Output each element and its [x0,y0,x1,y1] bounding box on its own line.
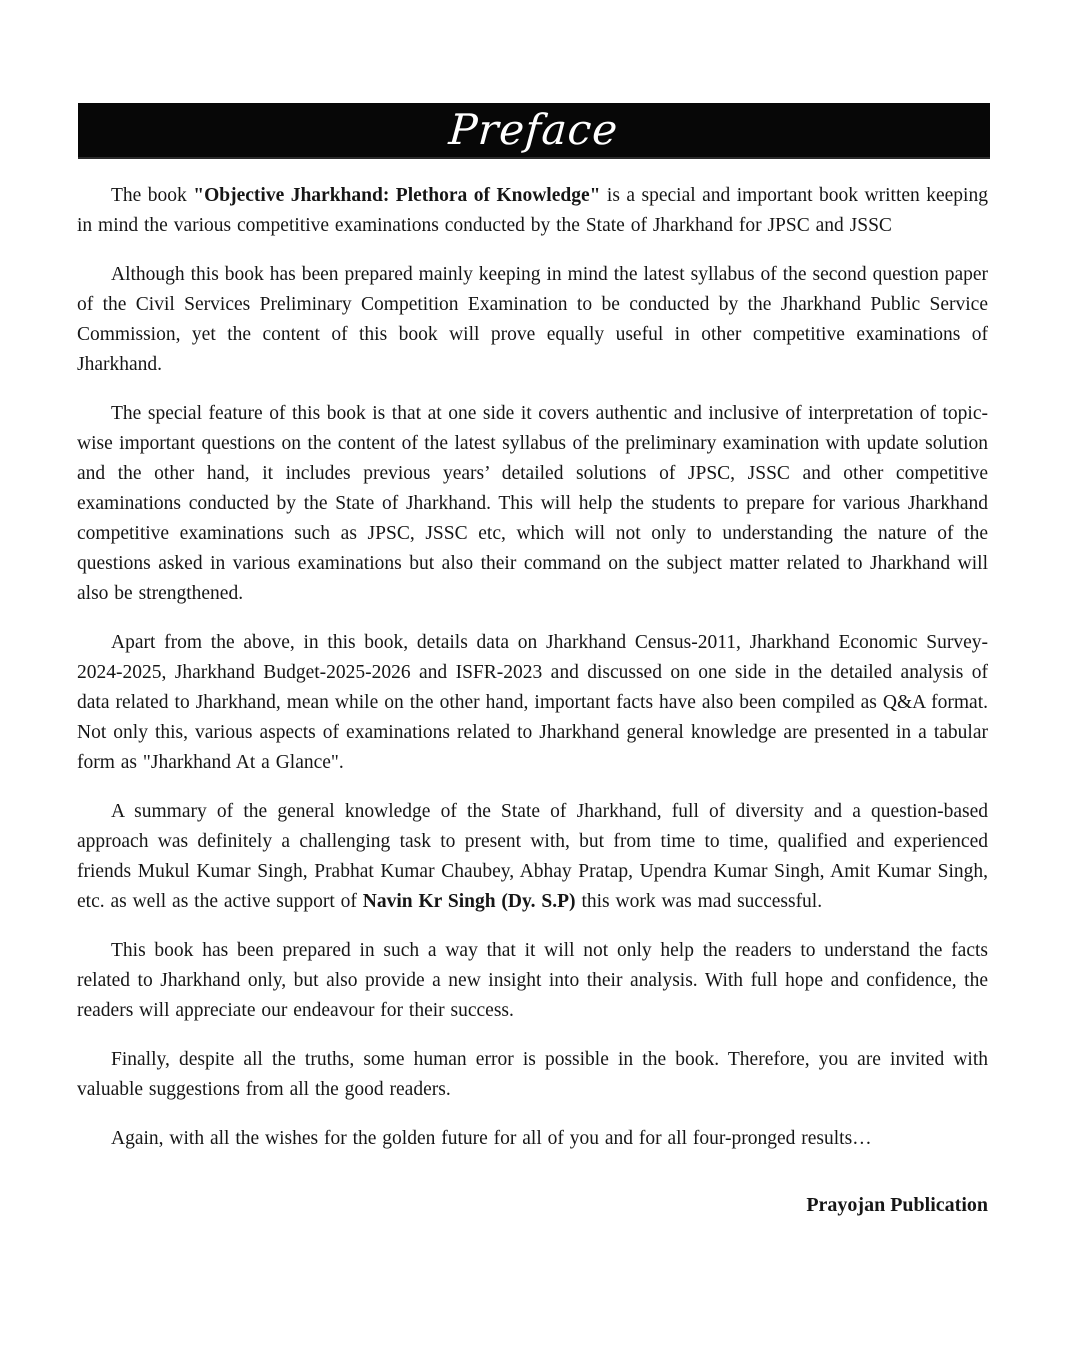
preface-body [77,181,988,1173]
preface-header-bar [78,103,990,159]
paragraph-bold-text: "Objective Jharkhand: Plethora of Knowledge" [193,185,601,206]
paragraph-text: This book has been prepared in such a way that it will not only help the readers to understand the facts related to Jharkhand only, but also provide a new insight into their analysis. With full hope and confidence, the readers will appreciate our endeavour for their success. [77,940,988,1021]
paragraph-text: The special feature of this book is that at one side it covers authentic and inclusive of interpretation of topic-wise important questions on the content of the latest syllabus of the preliminary examination with update solution and the other hand, it includes previous years’ detailed solutions of JPSC, JSSC and other competitive examinations conducted by the State of Jharkhand. This will help the students to prepare for various Jharkhand competitive examinations such as JPSC, JSSC etc, which will not only to understanding the nature of the questions asked in various examinations but also their command on the subject matter related to Jharkhand will also be strengthened. [77,403,988,604]
paragraph [77,181,988,241]
paragraph-text: Again, with all the wishes for the golden future for all of you and for all four-pronged results… [111,1128,872,1149]
paragraph [77,628,988,778]
paragraph-text: A summary of the general knowledge of the State of Jharkhand, full of diversity and a question-based approach was definitely a challenging task to present with, but from time to time, qualified and experienced friends Mukul Kumar Singh, Prabhat Kumar Chaubey, Abhay Pratap, Upendra Kumar Singh, Amit Kumar Singh, etc. as well as the active support of [77,801,988,912]
paragraph-text: The book [111,185,194,206]
paragraph [77,399,988,609]
paragraph-text: is a special and important book written keeping in mind the various competitive examinations conducted by the State of Jharkhand for JPSC and JSSC [77,185,988,236]
paragraph-text: this work was mad successful. [575,891,823,912]
page-title: Preface [447,105,621,154]
paragraph-bold-text: Navin Kr Singh (Dy. S.P) [362,891,576,912]
paragraph [77,797,988,917]
paragraph-text: Although this book has been prepared mainly keeping in mind the latest syllabus of the second question paper of the Civil Services Preliminary Competition Examination to be conducted by the Jharkhand Public Service Commission, yet the content of this book will prove equally useful in other competitive examinations of Jharkhand. [77,264,988,375]
paragraph-text: Apart from the above, in this book, details data on Jharkhand Census-2011, Jharkhand Economic Survey-2024-2025, Jharkhand Budget-2025-2026 and ISFR-2023 and discussed on one side in the detailed analysis of data related to Jharkhand, mean while on the other hand, important facts have also been compiled as Q&A format. Not only this, various aspects of examinations related to Jharkhand general knowledge are presented in a tabular form as "Jharkhand At a Glance". [77,632,988,773]
paragraph [77,936,988,1026]
paragraph-text: Finally, despite all the truths, some human error is possible in the book. Therefore, you are invited with valuable suggestions from all the good readers. [77,1049,988,1100]
paragraph [77,1124,988,1154]
paragraph [77,260,988,380]
publisher-signature: Prayojan Publication [806,1194,988,1216]
paragraph [77,1045,988,1105]
